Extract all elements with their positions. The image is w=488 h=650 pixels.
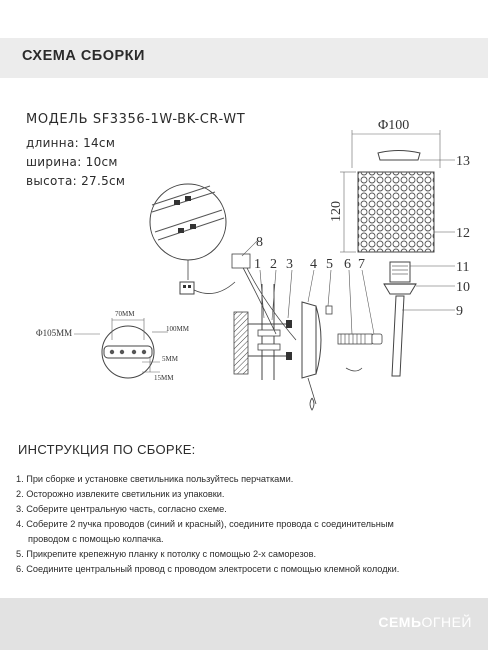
dim-plate-width: 100MM [166, 325, 189, 333]
spec-length: длинна: 14см [26, 136, 116, 150]
shade-drawing [329, 118, 440, 252]
model-number: МОДЕЛЬ SF3356-1W-BK-CR-WT [26, 112, 246, 127]
callout-2: 2 [270, 257, 277, 272]
dim-5: 5MM [162, 355, 178, 363]
threaded-rod-drawing [338, 334, 382, 371]
dim-plate-diameter: Φ105MM [36, 328, 73, 338]
dim-15: 15MM [154, 374, 174, 382]
callout-8: 8 [256, 235, 263, 250]
callout-3: 3 [286, 257, 293, 272]
instruction-step: 3. Соберите центральную часть, согласно схеме. [16, 504, 227, 514]
brand-bold: СЕМЬ [378, 614, 422, 630]
callout-4: 4 [310, 257, 317, 272]
callout-9: 9 [456, 304, 463, 319]
brand-logo [378, 614, 472, 630]
callout-7: 7 [358, 257, 365, 272]
instruction-step-continued: проводом с помощью колпачка. [28, 534, 164, 544]
instruction-step: 6. Соедините центральный провод с проводом электросети с помощью клемной колодки. [16, 564, 400, 574]
brand-light: ОГНЕЙ [421, 614, 472, 630]
instruction-step: 2. Осторожно извлеките светильник из упаковки. [16, 489, 225, 499]
callout-1: 1 [254, 257, 261, 272]
wall-plate-drawing [302, 302, 332, 410]
instruction-step: 1. При сборке и установке светильника пользуйтесь перчатками. [16, 474, 294, 484]
instructions-list [16, 472, 399, 577]
mounting-plate-drawing [36, 310, 190, 382]
instruction-step: 4. Соберите 2 пучка проводов (синий и красный), соедините провода с соединительным [16, 519, 394, 529]
callout-13: 13 [456, 154, 470, 169]
connector-detail [150, 184, 235, 294]
callout-6: 6 [344, 257, 351, 272]
callout-11: 11 [456, 260, 470, 275]
spec-width: ширина: 10см [26, 155, 118, 169]
callout-10: 10 [456, 280, 470, 295]
dim-shade-height: 120 [329, 201, 344, 222]
callout-5: 5 [326, 257, 333, 272]
instructions-title: ИНСТРУКЦИЯ ПО СБОРКЕ: [18, 442, 196, 457]
instruction-step: 5. Прикрепите крепежную планку к потолку с помощью 2-х саморезов. [16, 549, 317, 559]
page-title: СХЕМА СБОРКИ [22, 48, 145, 64]
callout-12: 12 [456, 226, 470, 241]
dim-shade-diameter: Φ100 [378, 118, 410, 133]
lampholder-drawing [384, 262, 416, 376]
spec-height: высота: 27.5см [26, 174, 126, 188]
dim-hole-spacing: 70MM [115, 310, 135, 318]
